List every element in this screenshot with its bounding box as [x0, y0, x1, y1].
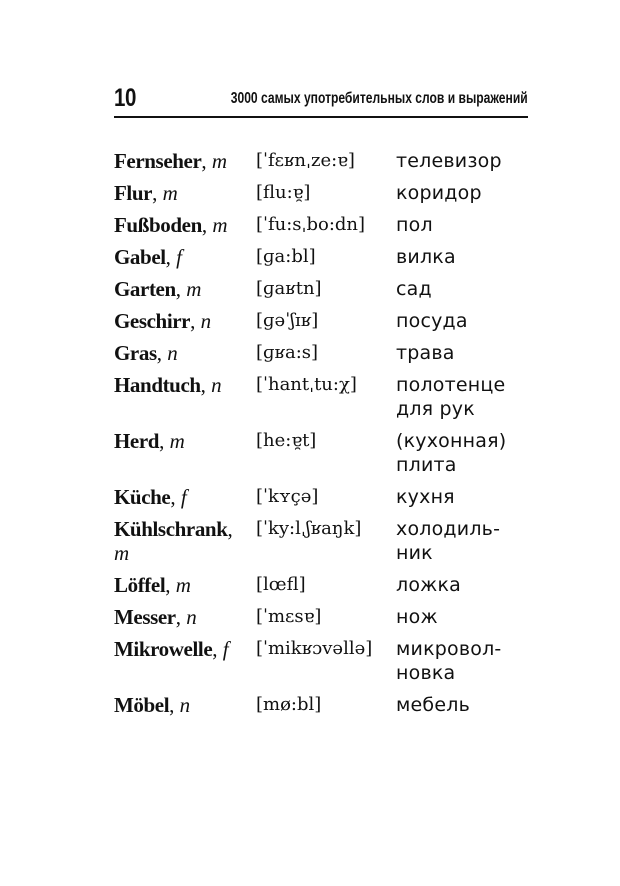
german-word: Messer, n — [114, 605, 197, 629]
word-text: Löffel — [114, 573, 166, 597]
german-word: Herd, m — [114, 429, 185, 453]
transcription: [lœfl] — [256, 574, 306, 595]
word-text: Flur — [114, 181, 153, 205]
transcription: [ˈmɛsɐ] — [256, 606, 322, 627]
german-word: Fußboden, m — [114, 213, 228, 237]
russian-translation: ложка — [396, 574, 462, 596]
russian-translation: нож — [396, 606, 438, 628]
gender-marker: n — [211, 373, 222, 397]
russian-translation: холодиль- ник — [396, 518, 501, 564]
transcription: [ɡa:bl] — [256, 246, 316, 267]
russian-translation: пол — [396, 214, 433, 236]
german-word: Fernseher, m — [114, 149, 228, 173]
page-number: 10 — [114, 84, 136, 112]
word-text: Gabel — [114, 245, 166, 269]
vocabulary-entry — [114, 245, 528, 277]
russian-translation: сад — [396, 278, 432, 300]
word-text: Mikrowelle — [114, 637, 213, 661]
header-divider — [114, 116, 528, 118]
vocabulary-entry — [114, 149, 528, 181]
transcription: [ɡʁa:s] — [256, 342, 319, 363]
german-word: Möbel, n — [114, 693, 191, 717]
vocabulary-entry — [114, 517, 528, 573]
transcription: [ɡaʁtn] — [256, 278, 322, 299]
word-text: Möbel — [114, 693, 170, 717]
gender-marker: f — [180, 485, 187, 509]
vocabulary-entry — [114, 373, 528, 429]
gender-marker: m — [212, 213, 228, 237]
word-text: Handtuch — [114, 373, 201, 397]
german-word: Garten, m — [114, 277, 202, 301]
gender-marker: m — [162, 181, 178, 205]
german-word: Mikrowelle, f — [114, 637, 229, 661]
german-word: Handtuch, n — [114, 373, 222, 397]
russian-translation: вилка — [396, 246, 456, 268]
word-text: Gras — [114, 341, 157, 365]
word-text: Küche — [114, 485, 171, 509]
transcription: [he:ɐ̯t] — [256, 430, 317, 451]
page-header — [114, 84, 528, 114]
russian-translation: посуда — [396, 310, 468, 332]
word-text: Kühlschrank — [114, 517, 228, 541]
vocabulary-entry — [114, 429, 528, 485]
vocabulary-entry — [114, 341, 528, 373]
vocabulary-entry — [114, 605, 528, 637]
german-word: Flur, m — [114, 181, 178, 205]
gender-marker: n — [179, 693, 191, 717]
transcription: [ˈfɛʁnˌze:ɐ] — [256, 150, 355, 171]
gender-marker: m — [211, 149, 228, 173]
russian-translation: (кухонная) плита — [396, 430, 507, 476]
vocabulary-entry — [114, 213, 528, 245]
russian-translation: мебель — [396, 694, 470, 716]
german-word: Löffel, m — [114, 573, 191, 597]
russian-translation: кухня — [396, 486, 455, 508]
gender-marker: m — [169, 429, 185, 453]
word-text: Fußboden — [114, 213, 202, 237]
vocabulary-entry — [114, 637, 528, 693]
german-word: Geschirr, n — [114, 309, 212, 333]
word-text: Herd — [114, 429, 160, 453]
transcription: [ˈhantˌtu:χ] — [256, 374, 357, 395]
gender-marker: m — [114, 541, 130, 565]
transcription: [mø:bl] — [256, 694, 322, 715]
gender-marker: n — [200, 309, 212, 333]
word-text: Geschirr — [114, 309, 191, 333]
german-word: Küche, f — [114, 485, 187, 509]
transcription: [ˈkʏçə] — [256, 486, 319, 507]
transcription: [ˈfu:sˌbo:dn] — [256, 214, 366, 235]
russian-translation: микровол- новка — [396, 638, 502, 684]
vocabulary-entry — [114, 181, 528, 213]
russian-translation: телевизор — [396, 150, 502, 172]
running-title: 3000 самых употребительных слов и выражений — [231, 90, 528, 107]
vocabulary-entry — [114, 485, 528, 517]
gender-marker: m — [186, 277, 202, 301]
german-word: Gabel, f — [114, 245, 183, 269]
transcription: [ˈky:lˌʃʁaŋk] — [256, 518, 362, 539]
gender-marker: f — [222, 637, 229, 661]
word-text: Garten — [114, 277, 176, 301]
german-word: Gras, n — [114, 341, 178, 365]
german-word: Kühlschrank, m — [114, 517, 233, 565]
russian-translation: полотенце для рук — [396, 374, 506, 420]
vocabulary-entry — [114, 277, 528, 309]
russian-translation: коридор — [396, 182, 482, 204]
gender-marker: n — [167, 341, 178, 365]
gender-marker: n — [186, 605, 197, 629]
word-text: Messer — [114, 605, 176, 629]
transcription: [ˈmikʁɔvəllə] — [256, 638, 373, 659]
vocabulary-entry — [114, 309, 528, 341]
word-text: Fernseher — [114, 149, 202, 173]
vocabulary-entry — [114, 573, 528, 605]
gender-marker: m — [175, 573, 191, 597]
transcription: [ɡəˈʃɪʁ] — [256, 310, 319, 331]
transcription: [flu:ɐ̯] — [256, 182, 311, 203]
vocabulary-entry — [114, 693, 528, 725]
russian-translation: трава — [396, 342, 455, 364]
gender-marker: f — [176, 245, 183, 269]
vocabulary-list — [114, 149, 528, 725]
